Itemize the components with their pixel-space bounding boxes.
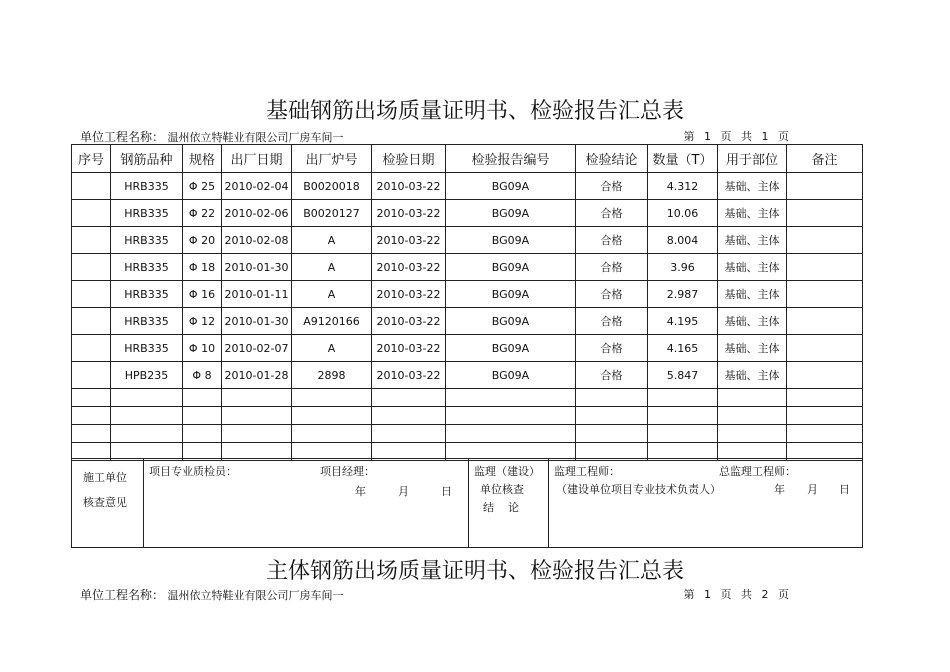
supervisor-label-1: 监理（建设） (474, 465, 540, 478)
supervisor-date-year: 年 (774, 483, 785, 496)
table-cell (576, 425, 648, 443)
second-project-name-value: 温州依立特鞋业有限公司厂房车间一 (167, 589, 344, 602)
table-cell: Φ 25 (183, 173, 222, 200)
table-body (72, 173, 863, 461)
table-cell (372, 425, 446, 443)
table-cell (183, 389, 222, 407)
table-cell (183, 425, 222, 443)
second-document-title: 主体钢筋出场质量证明书、检验报告汇总表 (265, 559, 684, 584)
table-cell: 基础、主体 (718, 308, 787, 335)
supervisor-label-3: 结 论 (483, 501, 519, 514)
table-cell: A9120166 (292, 308, 372, 335)
table-cell: 10.06 (648, 200, 718, 227)
column-header: 检验结论 (576, 145, 648, 173)
table-cell: BG09A (446, 173, 576, 200)
table-cell: Φ 8 (183, 362, 222, 389)
table-cell: Φ 20 (183, 227, 222, 254)
table-cell: 合格 (576, 308, 648, 335)
table-cell: 2010-03-22 (372, 254, 446, 281)
second-project-name (80, 586, 344, 603)
table-cell (787, 389, 863, 407)
table-row (72, 173, 863, 200)
page-label-ye: 页 (720, 130, 732, 143)
table-cell (72, 389, 111, 407)
table-cell (372, 407, 446, 425)
table-header-row (72, 145, 863, 173)
page-label-di: 第 (683, 130, 695, 143)
table-cell: 基础、主体 (718, 254, 787, 281)
column-header: 钢筋品种 (111, 145, 183, 173)
table-cell: 基础、主体 (718, 227, 787, 254)
table-cell (72, 173, 111, 200)
table-cell (787, 173, 863, 200)
table-row (72, 362, 863, 389)
second-page-total: 2 (761, 588, 769, 601)
table-cell: 2010-01-30 (222, 308, 292, 335)
table-cell (111, 425, 183, 443)
table-cell: 2010-03-22 (372, 173, 446, 200)
table-cell: 2010-03-22 (372, 227, 446, 254)
supervisor-opinion-cell (549, 459, 863, 548)
table-cell (787, 227, 863, 254)
owner-note: （建设单位项目专业技术负责人） (556, 483, 721, 496)
table-cell (787, 407, 863, 425)
table-cell (292, 425, 372, 443)
page-total: 1 (761, 130, 769, 143)
table-cell (222, 407, 292, 425)
table-cell (292, 407, 372, 425)
table-cell: HRB335 (111, 173, 183, 200)
table-cell: Φ 16 (183, 281, 222, 308)
table-cell: 2010-03-22 (372, 308, 446, 335)
table-cell (787, 335, 863, 362)
contractor-label-2: 核查意见 (83, 496, 127, 509)
second-project-name-label: 单位工程名称： (80, 588, 165, 602)
table-cell (72, 200, 111, 227)
table-cell (446, 407, 576, 425)
page-label-ye2: 页 (778, 130, 789, 143)
table-cell: HPB235 (111, 362, 183, 389)
table-cell: B0020127 (292, 200, 372, 227)
second-page-indicator (681, 586, 793, 602)
table-cell: 基础、主体 (718, 362, 787, 389)
table-cell: 2.987 (648, 281, 718, 308)
table-cell: HRB335 (111, 254, 183, 281)
table-cell (787, 254, 863, 281)
table-cell: 合格 (576, 335, 648, 362)
table-cell: 基础、主体 (718, 335, 787, 362)
summary-table (71, 144, 863, 461)
column-header: 检验日期 (372, 145, 446, 173)
page-label-gong: 共 (741, 130, 752, 143)
table-cell: 2010-02-06 (222, 200, 292, 227)
table-row (72, 335, 863, 362)
table-cell: 2010-02-04 (222, 173, 292, 200)
second-page-label-ye2: 页 (778, 588, 789, 601)
empty-table-row (72, 389, 863, 407)
column-header: 出厂炉号 (292, 145, 372, 173)
table-cell: 2010-01-11 (222, 281, 292, 308)
table-cell: BG09A (446, 362, 576, 389)
column-header: 出厂日期 (222, 145, 292, 173)
table-cell (72, 362, 111, 389)
table-cell (648, 407, 718, 425)
supervisor-date-month: 月 (807, 483, 818, 496)
table-row (72, 200, 863, 227)
contractor-label-1: 施工单位 (83, 471, 127, 484)
table-cell: Φ 22 (183, 200, 222, 227)
table-cell: BG09A (446, 281, 576, 308)
table-cell: Φ 18 (183, 254, 222, 281)
supervisor-label-cell (469, 459, 549, 548)
quality-inspector-label: 项目专业质检员： (149, 465, 237, 478)
table-cell (72, 281, 111, 308)
table-cell: Φ 10 (183, 335, 222, 362)
table-row (72, 281, 863, 308)
table-cell (72, 254, 111, 281)
table-cell (446, 425, 576, 443)
table-cell: HRB335 (111, 335, 183, 362)
contractor-opinion-cell (144, 459, 469, 548)
table-cell: BG09A (446, 335, 576, 362)
second-page-label-ye: 页 (720, 588, 732, 601)
empty-table-row (72, 407, 863, 425)
table-cell (222, 425, 292, 443)
table-cell: 基础、主体 (718, 200, 787, 227)
table-cell (72, 227, 111, 254)
column-header: 规格 (183, 145, 222, 173)
table-cell: HRB335 (111, 308, 183, 335)
project-name-label: 单位工程名称： (80, 130, 165, 144)
table-row (72, 254, 863, 281)
table-cell (111, 389, 183, 407)
table-cell: A (292, 254, 372, 281)
table-cell (372, 389, 446, 407)
second-page-label-gong: 共 (741, 588, 752, 601)
column-header: 序号 (72, 145, 111, 173)
table-cell (183, 407, 222, 425)
table-cell (72, 407, 111, 425)
project-name-value: 温州依立特鞋业有限公司厂房车间一 (167, 131, 344, 144)
table-cell: 2010-03-22 (372, 362, 446, 389)
table-cell: BG09A (446, 200, 576, 227)
table-cell (292, 389, 372, 407)
second-page-number: 1 (704, 588, 711, 601)
table-cell: 4.195 (648, 308, 718, 335)
table-cell: A (292, 281, 372, 308)
table-cell (576, 389, 648, 407)
table-cell: 2010-02-07 (222, 335, 292, 362)
page-indicator (681, 128, 793, 144)
project-name (80, 128, 344, 145)
table-cell: 5.847 (648, 362, 718, 389)
column-header: 用于部位 (718, 145, 787, 173)
table-cell (787, 425, 863, 443)
table-cell (111, 407, 183, 425)
contractor-date-day: 日 (441, 485, 452, 498)
table-cell: 2010-03-22 (372, 281, 446, 308)
table-cell: 2010-01-28 (222, 362, 292, 389)
table-cell: 4.165 (648, 335, 718, 362)
table-cell (222, 389, 292, 407)
table-cell: 合格 (576, 173, 648, 200)
table-cell: 8.004 (648, 227, 718, 254)
table-cell (446, 389, 576, 407)
table-cell (718, 389, 787, 407)
table-cell: 2010-02-08 (222, 227, 292, 254)
table-row (72, 308, 863, 335)
table-cell: 合格 (576, 281, 648, 308)
page-number: 1 (704, 130, 711, 143)
chief-engineer-label: 总监理工程师： (719, 465, 796, 478)
table-cell: BG09A (446, 308, 576, 335)
table-cell: HRB335 (111, 281, 183, 308)
table-cell (72, 335, 111, 362)
table-cell (72, 308, 111, 335)
contractor-date-month: 月 (398, 485, 409, 498)
table-cell (648, 389, 718, 407)
table-cell: B0020018 (292, 173, 372, 200)
table-cell: 2010-03-22 (372, 335, 446, 362)
table-cell: 3.96 (648, 254, 718, 281)
document-title: 基础钢筋出场质量证明书、检验报告汇总表 (265, 99, 684, 124)
table-cell: A (292, 227, 372, 254)
second-page-label-di: 第 (683, 588, 695, 601)
table-cell: 2010-01-30 (222, 254, 292, 281)
table-cell: 2010-03-22 (372, 200, 446, 227)
table-cell: BG09A (446, 227, 576, 254)
table-cell: 合格 (576, 200, 648, 227)
table-cell (718, 407, 787, 425)
column-header: 检验报告编号 (446, 145, 576, 173)
table-cell: 2898 (292, 362, 372, 389)
supervisor-label-2: 单位核查 (480, 483, 524, 496)
table-cell: HRB335 (111, 200, 183, 227)
supervisor-date-day: 日 (839, 483, 850, 496)
project-manager-label: 项目经理： (320, 465, 375, 478)
table-cell (72, 425, 111, 443)
table-cell (787, 281, 863, 308)
table-cell (576, 407, 648, 425)
table-cell: A (292, 335, 372, 362)
signoff-table (71, 458, 863, 548)
table-cell: 4.312 (648, 173, 718, 200)
column-header: 数量（T） (648, 145, 718, 173)
table-row (72, 227, 863, 254)
supervising-engineer-label: 监理工程师： (554, 465, 620, 478)
table-cell (787, 362, 863, 389)
empty-table-row (72, 425, 863, 443)
table-cell: HRB335 (111, 227, 183, 254)
table-cell: Φ 12 (183, 308, 222, 335)
column-header: 备注 (787, 145, 863, 173)
table-cell: 基础、主体 (718, 173, 787, 200)
table-cell: 基础、主体 (718, 281, 787, 308)
table-cell (718, 425, 787, 443)
table-cell (648, 425, 718, 443)
table-cell (787, 200, 863, 227)
contractor-label-cell (72, 459, 144, 548)
table-cell: 合格 (576, 227, 648, 254)
table-cell: 合格 (576, 254, 648, 281)
table-cell: BG09A (446, 254, 576, 281)
table-cell (787, 308, 863, 335)
contractor-date-year: 年 (355, 485, 366, 498)
table-cell: 合格 (576, 362, 648, 389)
